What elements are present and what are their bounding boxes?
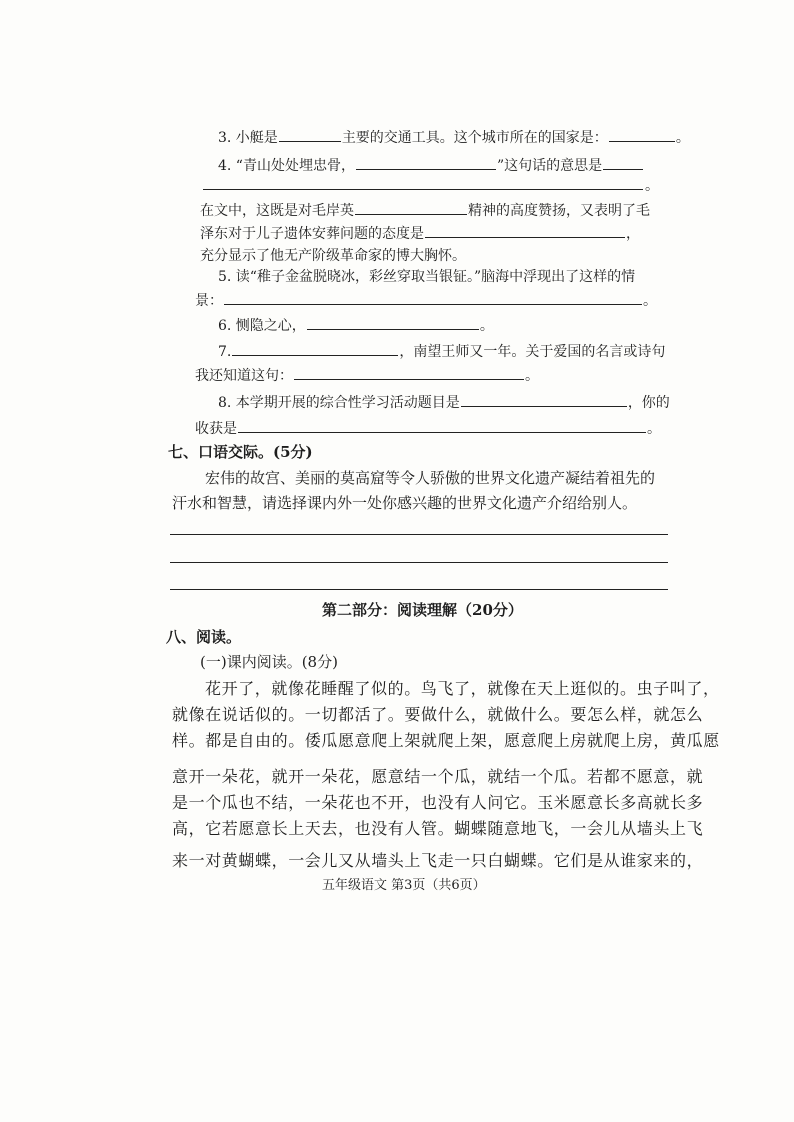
q7-text-d: 。 <box>525 368 539 384</box>
q5-text-c: 。 <box>643 293 657 309</box>
question-3 <box>218 127 690 148</box>
q8-text-b: ，你的 <box>627 395 670 411</box>
q8-text-c: 收获是 <box>195 421 237 437</box>
question-5: 5. 读“稚子金盆脱晓冰，彩丝穿取当银钲。”脑海中浮现出了这样的情 <box>218 269 636 285</box>
section-7-answer-line-2[interactable] <box>170 562 668 563</box>
section-7-answer-line-1[interactable] <box>170 534 668 535</box>
q4-answer-line[interactable] <box>203 189 643 190</box>
q6-text-b: 。 <box>479 318 494 334</box>
q7-text-c: 我还知道这句： <box>195 368 293 384</box>
section-7-prompt-1: 宏伟的故宫、美丽的莫高窟等令人骄傲的世界文化遗产凝结着祖先的 <box>205 469 656 487</box>
q8-line-2 <box>195 418 661 439</box>
q8-text-d: 。 <box>647 421 661 437</box>
q4-blank-1[interactable] <box>356 155 496 170</box>
q4-period: 。 <box>645 178 659 194</box>
q6-text-a: 6. 恻隐之心， <box>218 318 306 334</box>
q3-text-a: 3. 小艇是 <box>218 130 278 146</box>
question-4 <box>218 155 644 176</box>
part-2-title: 第二部分：阅读理解（20分） <box>322 601 523 619</box>
q8-blank-1[interactable] <box>461 392 627 407</box>
q4-text-g: ， <box>626 226 640 242</box>
question-7 <box>218 341 665 362</box>
question-6 <box>218 315 494 336</box>
passage-line: 样。都是自由的。倭瓜愿意爬上架就爬上架，愿意爬上房就爬上房，黄瓜愿 <box>172 731 720 750</box>
q4-line-2 <box>200 200 650 221</box>
q5-blank[interactable] <box>224 290 642 305</box>
passage-line: 是一个瓜也不结，一朵花也不开，也没有人问它。玉米愿意长多高就长多 <box>172 793 704 812</box>
passage-line: 高，它若愿意长上天去，也没有人管。蝴蝶随意地飞，一会儿从墙头上飞 <box>172 819 704 838</box>
q5-text-b: 景： <box>195 293 223 309</box>
section-7-prompt-2: 汗水和智慧，请选择课内外一处你感兴趣的世界文化遗产介绍给别人。 <box>172 494 638 512</box>
q4-text-e: 精神的高度赞扬，又表明了毛 <box>468 203 650 219</box>
q5-line-2 <box>195 290 657 311</box>
section-7-answer-line-3[interactable] <box>170 589 668 590</box>
page-footer: 五年级语文 第3页（共6页） <box>322 878 486 893</box>
q7-text-a: 7. <box>218 344 232 360</box>
q7-line-2 <box>195 365 539 386</box>
q4-text-d: 在文中，这既是对毛岸英 <box>200 203 354 219</box>
q3-text-c: 。 <box>675 130 690 146</box>
q8-text-a: 8. 本学期开展的综合性学习活动题目是 <box>218 395 460 411</box>
q4-blank-4[interactable] <box>425 223 625 238</box>
q3-blank-1[interactable] <box>279 127 341 142</box>
question-8 <box>218 392 670 413</box>
passage-line: 花开了，就像花睡醒了似的。鸟飞了，就像在天上逛似的。虫子叫了， <box>205 679 720 698</box>
q3-text-b: 主要的交通工具。这个城市所在的国家是： <box>341 130 608 146</box>
q4-text-f: 泽东对于儿子遗体安葬问题的态度是 <box>200 226 424 242</box>
q4-line-4: 充分显示了他无产阶级革命家的博大胸怀。 <box>200 248 466 264</box>
q4-text-a: 4. “青山处处埋忠骨， <box>218 158 355 174</box>
section-7-title: 七、口语交际。(5分) <box>168 443 313 461</box>
q8-blank-2[interactable] <box>238 418 646 433</box>
section-8-title: 八、阅读。 <box>166 628 242 646</box>
q6-blank[interactable] <box>307 315 479 330</box>
q7-text-b: ，南望王师又一年。关于爱国的名言或诗句 <box>399 344 666 360</box>
q4-text-b: ”这句话的意思是 <box>496 158 603 174</box>
q7-blank-2[interactable] <box>294 365 524 380</box>
q4-line-3 <box>200 223 640 244</box>
section-8-subtitle: (一)课内阅读。(8分) <box>200 653 338 671</box>
q4-blank-2[interactable] <box>603 155 643 170</box>
passage-line: 来一对黄蝴蝶，一会儿又从墙头上飞走一只白蝴蝶。它们是从谁家来的， <box>172 851 704 870</box>
q3-blank-2[interactable] <box>609 127 675 142</box>
q7-blank-1[interactable] <box>232 341 398 356</box>
passage-line: 就像在说话似的。一切都活了。要做什么，就做什么。要怎么样，就怎么 <box>172 705 704 724</box>
q4-blank-3[interactable] <box>355 200 467 215</box>
passage-line: 意开一朵花，就开一朵花，愿意结一个瓜，就结一个瓜。若都不愿意，就 <box>172 767 704 786</box>
